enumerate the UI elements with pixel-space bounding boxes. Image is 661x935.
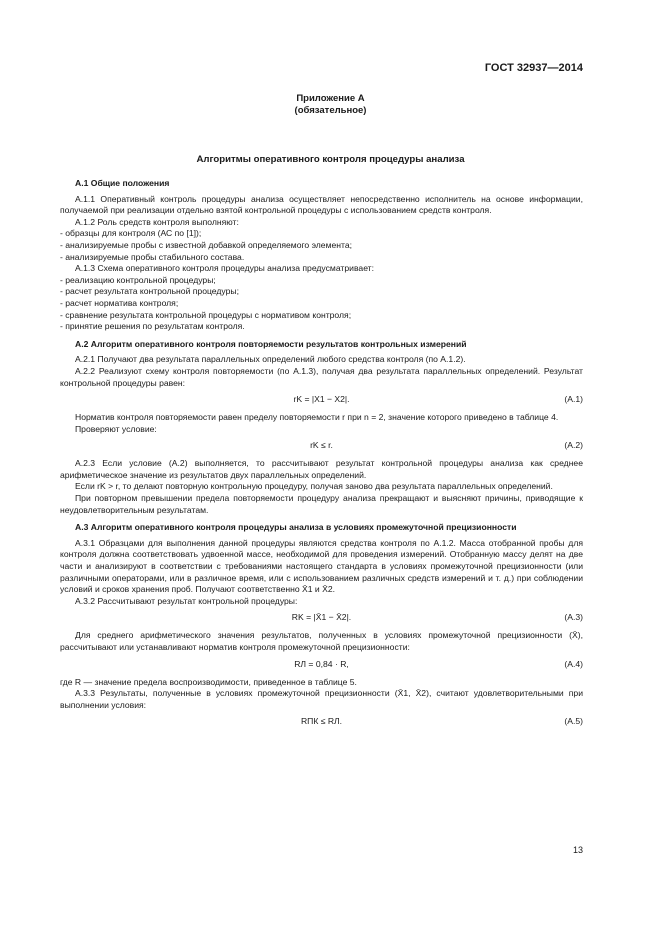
paragraph-a22-norm: Норматив контроля повторяемости равен пределу повторяемости r при n = 2, значение которого приведено в таблице 4. [75, 412, 559, 423]
section-a3-heading: А.3 Алгоритм оперативного контроля процедуры анализа в условиях промежуточной прецизионности [75, 522, 517, 533]
equation-a1 [60, 389, 583, 412]
paragraph-a11: А.1.1 Оперативный контроль процедуры анализа осуществляет непосредственно исполнитель на основе информации, получаемой при реализации отдельно взятой контрольной процедуры с использованием средств контроля. [60, 193, 583, 216]
equation-number: (А.4) [564, 658, 583, 669]
equation-formula: RЛ = 0,84 · R, [294, 658, 349, 669]
standard-number: ГОСТ 32937—2014 [484, 62, 583, 74]
section-a2-heading: А.2 Алгоритм оперативного контроля повторяемости результатов контрольных измерений [75, 338, 467, 349]
paragraph-a32-where: где R — значение предела воспроизводимости, приведенное в таблице 5. [60, 676, 357, 687]
list-item: - анализируемые пробы стабильного состава. [60, 251, 245, 262]
paragraph-a32: А.3.2 Рассчитывают результат контрольной процедуры: [75, 595, 298, 606]
annex-title: Приложение А [296, 93, 365, 104]
document-body [60, 178, 583, 734]
list-item: - образцы для контроля (АС по [1]); [60, 228, 202, 239]
document-title: Алгоритмы оперативного контроля процедуры анализа [196, 154, 465, 165]
paragraph-a22-check: Проверяют условие: [75, 423, 157, 434]
paragraph-a23-repeat: Если rK > r, то делают повторную контрольную процедуру, получая заново два результата параллельных определений. [75, 481, 553, 492]
equation-formula: RПК ≤ RЛ. [300, 716, 343, 727]
equation-number: (А.1) [564, 394, 583, 405]
paragraph-a31: А.3.1 Образцами для выполнения данной процедуры являются средства контроля по А.1.2. Масса отобранной пробы для контроля должна соответствовать удвоенной массе, необходимой для проведения измерений. Отобранную массу делят на две части и анализируют в соответствии с требованиями настоящего стандарта в условиях промежуточной прецизионности (или различными операторами, или в различное время, или с использованием различных средств измерений и т. д.) при соблюдении условий и сроков хранения проб. Получают соответственно X̄1 и X̄2. [60, 537, 583, 595]
equation-number: (А.5) [564, 716, 583, 727]
list-item: - расчет результата контрольной процедуры; [60, 286, 239, 297]
paragraph-a32-norm: Для среднего арифметического значения результатов, полученных в условиях промежуточной прецизионности (X̄), рассчитывают или устанавливают норматив контроля промежуточной прецизионности: [60, 630, 583, 652]
page-number: 13 [572, 845, 583, 855]
list-item: - анализируемые пробы с известной добавкой определяемого элемента; [60, 239, 353, 250]
equation-number: (А.3) [564, 612, 583, 623]
paragraph-a13: А.1.3 Схема оперативного контроля процедуры анализа предусматривает: [75, 263, 375, 274]
paragraph-a22: А.2.2 Реализуют схему контроля повторяемости (по А.1.3), получая два результата параллельных определений. Результат контрольной процедуры равен: [60, 365, 583, 388]
equation-formula: rK ≤ r. [310, 440, 333, 451]
list-item: - принятие решения по результатам контроля. [60, 321, 245, 332]
equation-formula: rK = |X1 − X2|. [293, 394, 350, 405]
paragraph-a23: А.2.3 Если условие (А.2) выполняется, то рассчитывают результат контрольной процедуры анализа как среднее арифметическое значение из результатов двух параллельных определений. [60, 458, 583, 480]
paragraph-a23-stop: При повторном превышении предела повторяемости процедуру анализа прекращают и выясняют причины, приводящие к неудовлетворительным результатам. [60, 493, 583, 515]
equation-a4 [60, 654, 583, 677]
paragraph-a12: А.1.2 Роль средств контроля выполняют: [75, 216, 239, 227]
equation-formula: RK = |X̄1 − X̄2|. [291, 612, 352, 623]
equation-number: (А.2) [564, 440, 583, 451]
equation-a2 [60, 435, 583, 458]
section-a1-heading: А.1 Общие положения [75, 178, 170, 188]
annex-status: (обязательное) [294, 105, 367, 116]
list-item: - сравнение результата контрольной процедуры с нормативом контроля; [60, 309, 352, 320]
list-item: - реализацию контрольной процедуры; [60, 274, 216, 285]
paragraph-a21: А.2.1 Получают два результата параллельных определений любого средства контроля (по А.1.2). [75, 354, 466, 365]
equation-a3 [60, 607, 583, 630]
equation-a5 [60, 711, 583, 734]
list-item: - расчет норматива контроля; [60, 297, 179, 308]
paragraph-a33: А.3.3 Результаты, полученные в условиях промежуточной прецизионности (X̄1, X̄2), считают удовлетворительными при выполнении условия: [60, 688, 583, 710]
